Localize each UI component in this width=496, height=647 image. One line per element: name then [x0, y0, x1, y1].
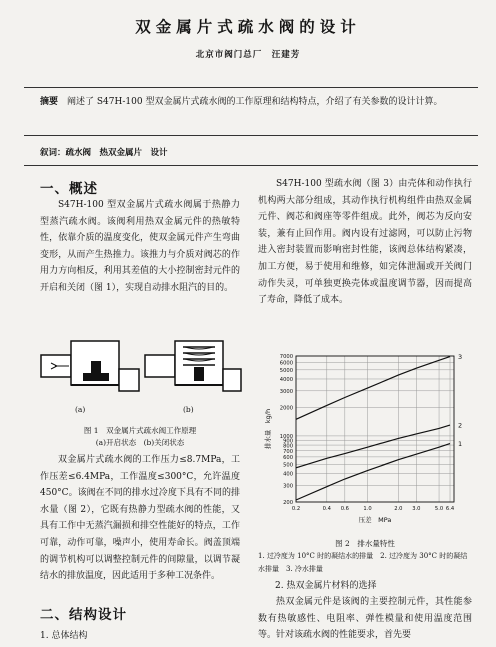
paper-title: 双金属片式疏水阀的设计	[135, 17, 361, 36]
x-axis-label: 压差 MPa	[358, 516, 392, 524]
plot-frame	[296, 356, 454, 502]
x-tick-label: 0.4	[322, 506, 331, 512]
y-tick-label: 1000	[279, 434, 293, 441]
y-tick-label: 6000	[279, 360, 293, 367]
abstract-text: 阐述了 S47H-100 型双金属片式疏水阀的工作原理和结构特点，介绍了有关参数的设计计算。	[67, 97, 443, 107]
structure-paragraph-2: 热双金属元件是该阀的主要控制元件，其性能参数有热敏感性、电阻率、弹性模量和使用温度范围等。针对该疏水阀的性能要求，首先要	[258, 597, 472, 641]
section-heading-structure: 二、结构设计	[40, 607, 127, 623]
figure-1-caption: 图 1 双金属片式疏水阀工作原理	[83, 426, 197, 435]
series-line-2	[296, 425, 450, 468]
abstract-top-rule	[24, 87, 478, 88]
author-line: 北京市阀门总厂 汪建芳	[195, 50, 301, 60]
figure-1-drawing	[35, 333, 245, 413]
x-tick-label: 3.0	[412, 506, 421, 512]
structure-paragraph-1: S47H-100 型疏水阀（图 3）由壳体和动作执行机构两大部分组成，其动作执行机构组件由热双金属元件、阀芯和阀座等零件组成。此外，阀芯为反向安装，兼有止回作用。阀内设有过滤网，可以防止污物进入密封装置而影响密封性能，该阀总体结构紧凑，加工方便，易于使用和维修，如完体泄漏或开关阀门动作失灵，可单独更换壳体或温度调节器，因而提高了寿命，降低了成本。	[258, 179, 472, 306]
figure-2-caption: 图 2 排水量特性	[335, 539, 395, 548]
series-label-1: 1	[458, 440, 463, 449]
x-tick-label: 5.0	[434, 506, 444, 512]
x-tick-label: 2.0	[394, 506, 403, 512]
figure-1-label-b: (b)	[183, 405, 194, 414]
y-tick-label: 400	[283, 471, 293, 478]
section-heading-overview: 一、概述	[40, 181, 98, 197]
y-tick-label: 300	[283, 483, 293, 490]
y-tick-label: 7000	[279, 354, 293, 361]
abstract-label: 摘要	[40, 97, 59, 107]
y-tick-label: 600	[283, 455, 293, 462]
keywords-label: 叙词：	[40, 148, 66, 158]
y-tick-label: 5000	[279, 368, 293, 375]
series-line-3	[296, 357, 450, 420]
overview-paragraph-2: 双金属片式疏水阀的工作压力≤8.7MPa，工作压差≤6.4MPa，工作温度≤300°C，允许温度 450°C。该阀在不同的排水过冷度下具有不同的排水量（图 2），它既有热静力型疏水阀的性能，又具有工作中无蒸汽漏损和排空性能好的特点，工作可靠，动作可靠，噪声小，使用寿命长。阀盖顶端的调节机构可以调整控制元件的间隙量，以调节凝结水的排放温度，因此适用于多种工况条件。	[40, 455, 240, 582]
y-tick-label: 3000	[279, 388, 293, 395]
abstract	[40, 95, 460, 110]
series-label-2: 2	[458, 421, 463, 430]
series-line-1	[296, 444, 450, 500]
keywords	[40, 146, 168, 158]
y-tick-label: 800	[283, 443, 293, 450]
figure-1-subcaption: (a)开启状态 (b)关闭状态	[95, 438, 185, 447]
figure-2-notes: 1. 过冷度为 10°C 时的凝结水的排量 2. 过冷度为 30°C 时的凝结水排量 3. 冷水排量	[258, 552, 468, 573]
x-tick-label: 1.0	[363, 506, 372, 512]
y-tick-label: 4000	[279, 377, 293, 384]
y-tick-label: 700	[283, 448, 293, 455]
overview-paragraph-1: S47H-100 型双金属片式疏水阀属于热静力型蒸汽疏水阀。该阀利用热双金属元件的热敏特性，依靠介质的温度变化，使双金属元件产生弯曲变形，从而产生热推力。该推力与介质对阀芯的作用力方向相反，利用其差值的大小控制密封元件的开启和关闭（图 1），实现自动排水阻汽的目的。	[40, 200, 240, 293]
x-tick-label: 6.4	[445, 506, 455, 512]
x-tick-label: 0.6	[340, 506, 349, 512]
y-tick-label: 2000	[279, 405, 293, 412]
x-tick-label: 0.2	[291, 506, 301, 512]
y-tick-label: 500	[283, 462, 293, 469]
abstract-bottom-rule	[24, 135, 478, 136]
chart-plot	[263, 353, 462, 524]
figure-1-label-a: (a)	[75, 405, 86, 414]
figure-2-chart	[258, 350, 472, 536]
subheading-bimetal-material: 2. 热双金属片材料的选择	[275, 581, 377, 591]
y-axis-label: 排水量 kg/h	[264, 408, 272, 450]
y-tick-label: 200	[283, 500, 293, 507]
subheading-overall-structure: 1. 总体结构	[40, 631, 88, 641]
keywords-text: 疏水阀 热双金属片 设计	[65, 148, 168, 158]
keywords-rule	[24, 165, 478, 166]
series-label-3: 3	[458, 353, 463, 362]
y-tick-label: 900	[283, 438, 293, 445]
